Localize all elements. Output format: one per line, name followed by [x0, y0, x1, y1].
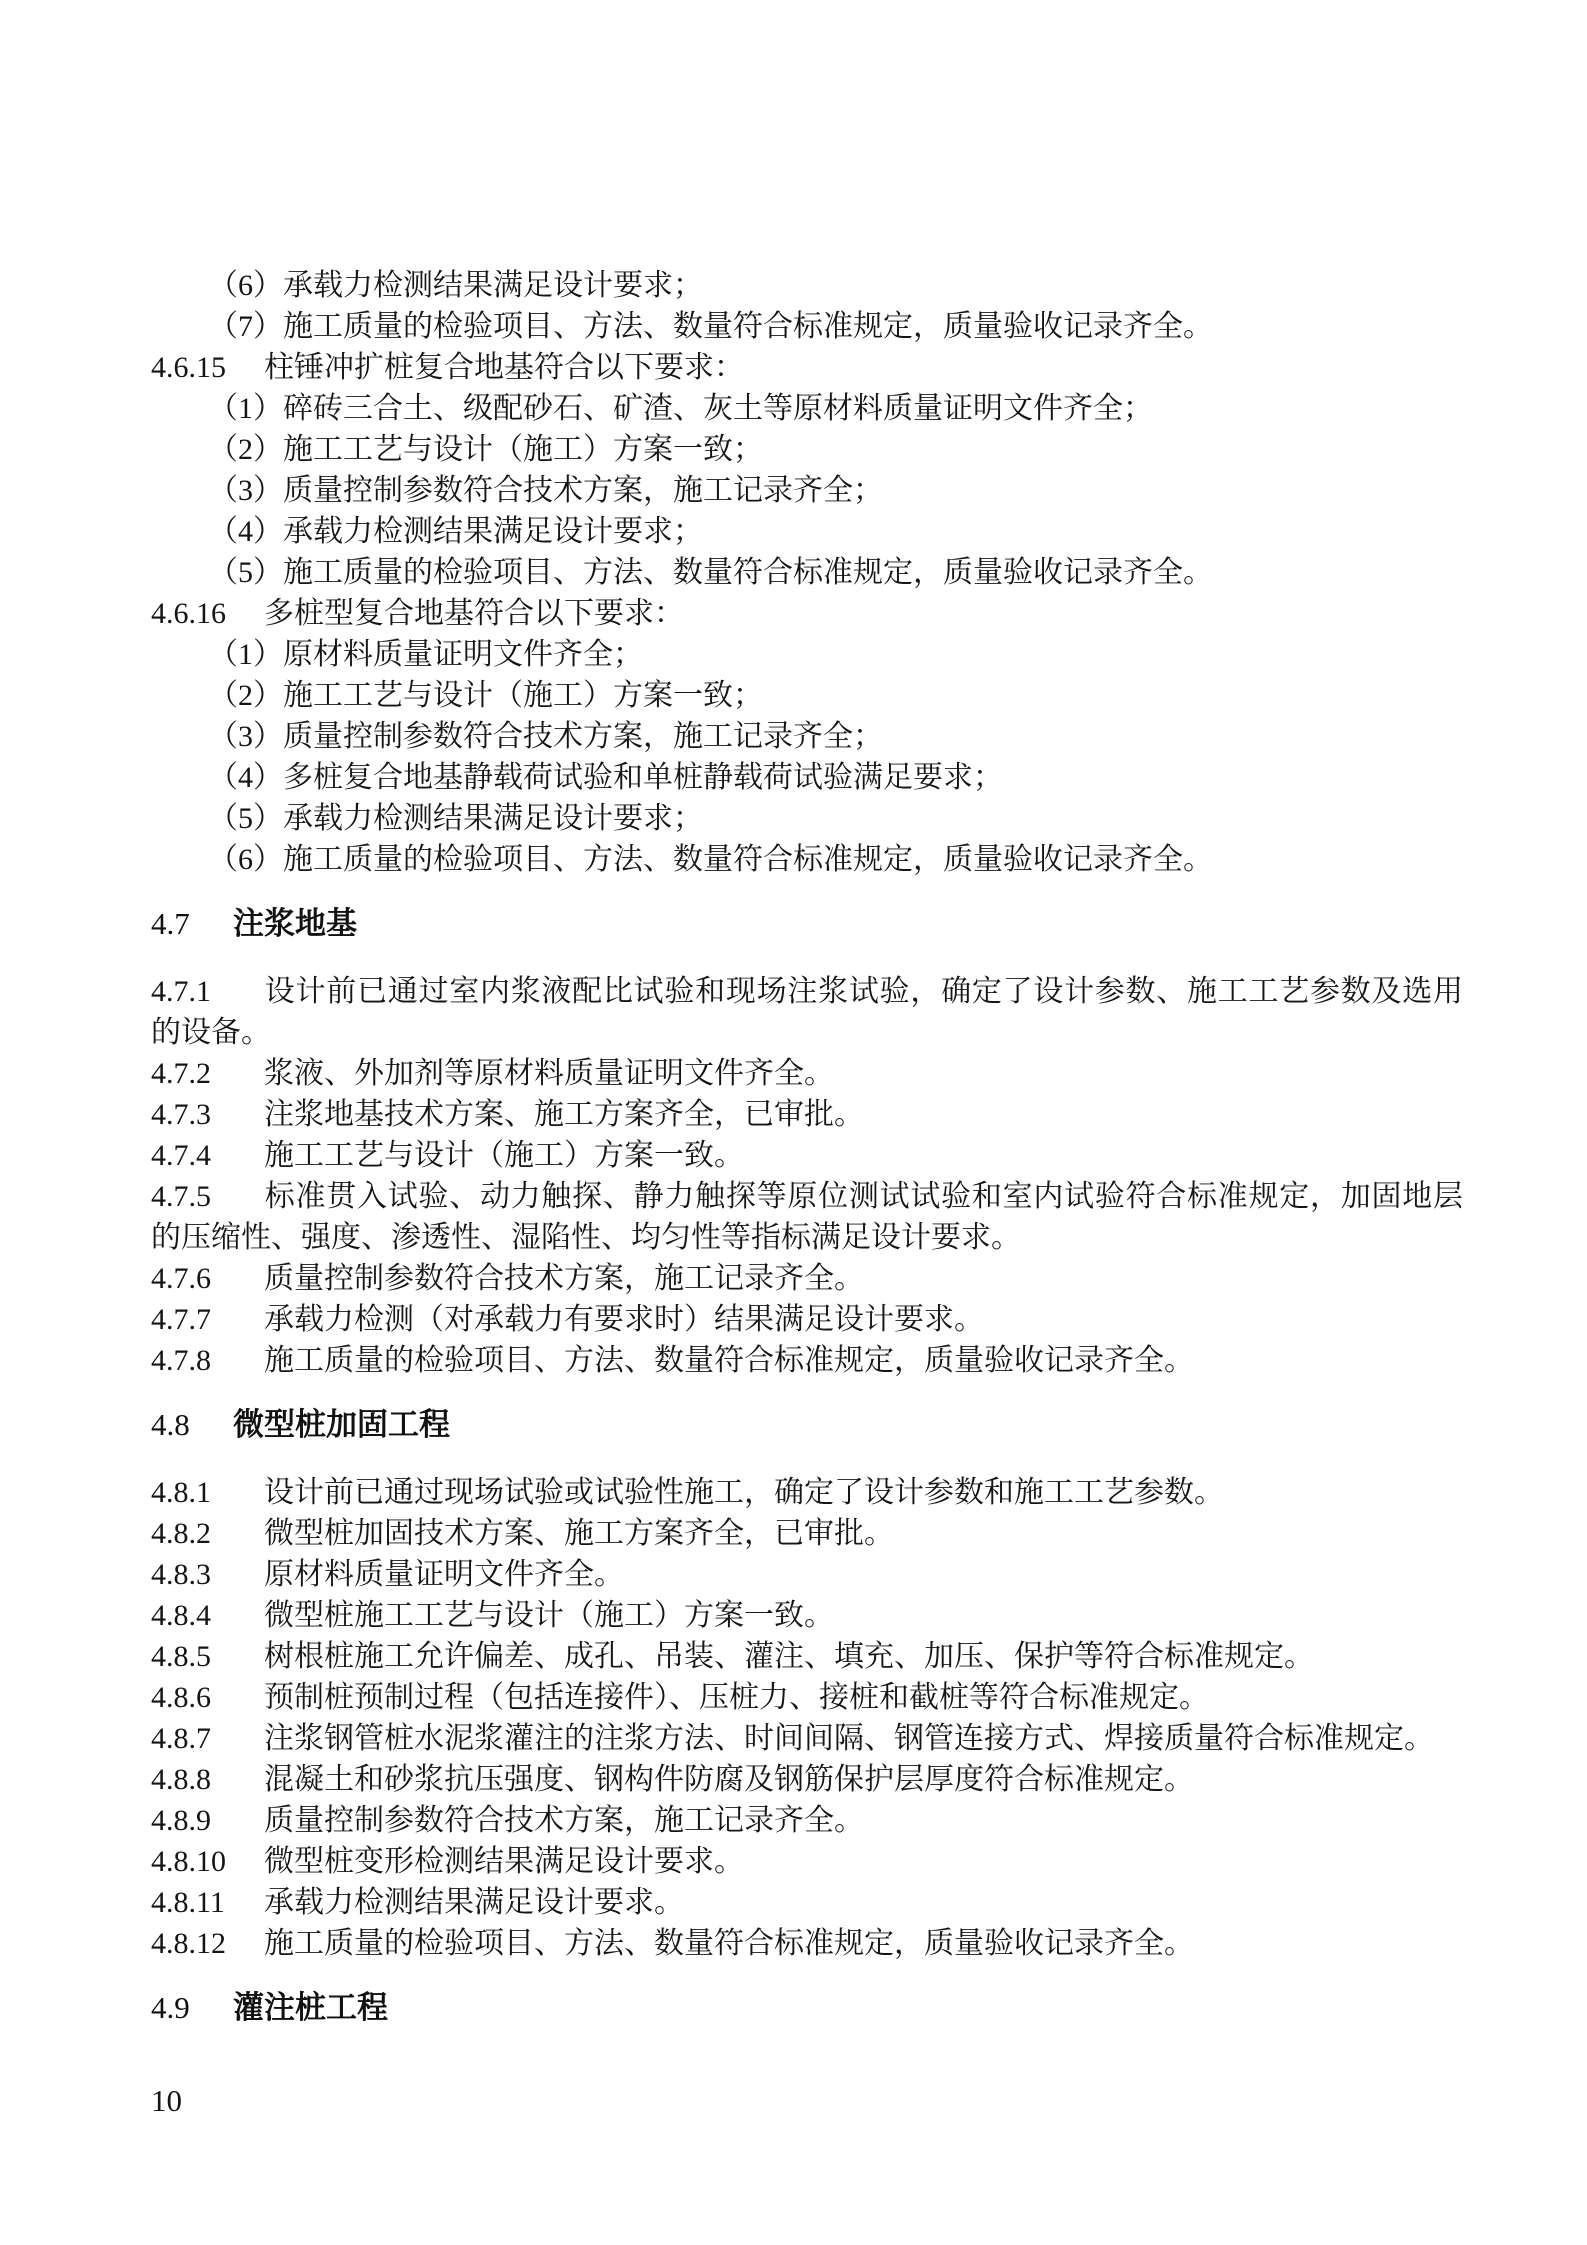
list-item: [151, 757, 1463, 798]
clause: [151, 1841, 1463, 1882]
clause-text: 设计前已通过室内浆液配比试验和现场注浆试验，确定了设计参数、施工工艺参数及选用的设备。: [151, 975, 1463, 1049]
item-marker: （5）: [208, 556, 283, 589]
clause-text: 施工质量的检验项目、方法、数量符合标准规定，质量验收记录齐全。: [264, 1344, 1194, 1377]
clause-number: 4.7.7: [151, 1303, 211, 1336]
item-text: 质量控制参数符合技术方案，施工记录齐全；: [283, 474, 883, 507]
heading-number: 4.7: [151, 906, 190, 941]
clause-number: 4.8.6: [151, 1681, 211, 1714]
item-marker: （5）: [208, 802, 283, 835]
item-marker: （3）: [208, 720, 283, 753]
clause-number: 4.7.1: [151, 975, 211, 1008]
clause-text: 设计前已通过现场试验或试验性施工，确定了设计参数和施工工艺参数。: [264, 1476, 1224, 1509]
clause-number: 4.7.2: [151, 1057, 211, 1090]
clause-text: 承载力检测（对承载力有要求时）结果满足设计要求。: [264, 1303, 984, 1336]
list-item: [151, 470, 1463, 511]
content: [151, 265, 1463, 2055]
item-marker: （4）: [208, 761, 283, 794]
item-marker: （7）: [208, 310, 283, 343]
clause: [151, 1299, 1463, 1340]
clause-text: 预制桩预制过程（包括连接件）、压桩力、接桩和截桩等符合标准规定。: [264, 1681, 1209, 1714]
clause-number: 4.8.1: [151, 1476, 211, 1509]
clause-text: 承载力检测结果满足设计要求。: [264, 1886, 684, 1919]
clause-number: 4.8.2: [151, 1517, 211, 1550]
clause-text: 原材料质量证明文件齐全。: [264, 1558, 624, 1591]
clause-number: 4.8.11: [151, 1886, 225, 1919]
item-text: 施工质量的检验项目、方法、数量符合标准规定，质量验收记录齐全。: [283, 556, 1213, 589]
clause: [151, 1923, 1463, 1964]
list-item: [151, 552, 1463, 593]
item-text: 承载力检测结果满足设计要求；: [283, 269, 703, 302]
clause-text: 质量控制参数符合技术方案，施工记录齐全。: [264, 1804, 864, 1837]
clause-text: 施工工艺与设计（施工）方案一致。: [264, 1139, 744, 1172]
clause-text: 树根桩施工允许偏差、成孔、吊装、灌注、填充、加压、保护等符合标准规定。: [264, 1640, 1314, 1673]
clause-text: 施工质量的检验项目、方法、数量符合标准规定，质量验收记录齐全。: [264, 1927, 1194, 1960]
item-text: 施工质量的检验项目、方法、数量符合标准规定，质量验收记录齐全。: [283, 310, 1213, 343]
list-item: [151, 265, 1463, 306]
clause-text: 柱锤冲扩桩复合地基符合以下要求：: [264, 351, 744, 384]
clause: [151, 347, 1463, 388]
clause: [151, 1595, 1463, 1636]
clause: [151, 971, 1463, 1053]
clause-number: 4.7.8: [151, 1344, 211, 1377]
item-text: 承载力检测结果满足设计要求；: [283, 802, 703, 835]
clause: [151, 1513, 1463, 1554]
item-marker: （2）: [208, 433, 283, 466]
list-item: [151, 798, 1463, 839]
heading-title: 微型桩加固工程: [233, 1407, 450, 1442]
list-item: [151, 388, 1463, 429]
clause-number: 4.8.5: [151, 1640, 211, 1673]
clause-text: 注浆地基技术方案、施工方案齐全，已审批。: [264, 1098, 864, 1131]
item-text: 多桩复合地基静载荷试验和单桩静载荷试验满足要求；: [283, 761, 1003, 794]
clause-text: 浆液、外加剂等原材料质量证明文件齐全。: [264, 1057, 834, 1090]
item-text: 施工工艺与设计（施工）方案一致；: [283, 679, 763, 712]
clause-number: 4.7.3: [151, 1098, 211, 1131]
item-marker: （2）: [208, 679, 283, 712]
clause: [151, 1554, 1463, 1595]
item-text: 碎砖三合土、级配砂石、矿渣、灰土等原材料质量证明文件齐全；: [283, 392, 1153, 425]
section-heading: [151, 1987, 1463, 2028]
item-text: 质量控制参数符合技术方案，施工记录齐全；: [283, 720, 883, 753]
page-number: 10: [151, 2083, 182, 2118]
list-item: [151, 306, 1463, 347]
clause: [151, 1882, 1463, 1923]
item-marker: （3）: [208, 474, 283, 507]
clause-text: 微型桩变形检测结果满足设计要求。: [264, 1845, 744, 1878]
clause-number: 4.8.3: [151, 1558, 211, 1591]
item-text: 施工质量的检验项目、方法、数量符合标准规定，质量验收记录齐全。: [283, 843, 1213, 876]
clause: [151, 1258, 1463, 1299]
clause-number: 4.7.4: [151, 1139, 211, 1172]
clause-text: 注浆钢管桩水泥浆灌注的注浆方法、时间间隔、钢管连接方式、焊接质量符合标准规定。: [264, 1722, 1434, 1755]
item-text: 施工工艺与设计（施工）方案一致；: [283, 433, 763, 466]
list-item: [151, 675, 1463, 716]
clause-text: 多桩型复合地基符合以下要求：: [264, 597, 684, 630]
item-marker: （6）: [208, 269, 283, 302]
section-heading: [151, 903, 1463, 944]
heading-number: 4.9: [151, 1990, 190, 2025]
clause: [151, 1094, 1463, 1135]
clause-number: 4.8.12: [151, 1927, 226, 1960]
clause-text: 标准贯入试验、动力触探、静力触探等原位测试试验和室内试验符合标准规定，加固地层的压缩性、强度、渗透性、湿陷性、均匀性等指标满足设计要求。: [151, 1180, 1463, 1254]
clause: [151, 1340, 1463, 1381]
heading-number: 4.8: [151, 1407, 190, 1442]
clause: [151, 1718, 1463, 1759]
item-text: 原材料质量证明文件齐全；: [283, 638, 643, 671]
clause-text: 微型桩加固技术方案、施工方案齐全，已审批。: [264, 1517, 894, 1550]
clause: [151, 1176, 1463, 1258]
list-item: [151, 429, 1463, 470]
item-marker: （1）: [208, 392, 283, 425]
clause: [151, 1759, 1463, 1800]
item-marker: （6）: [208, 843, 283, 876]
clause-text: 质量控制参数符合技术方案，施工记录齐全。: [264, 1262, 864, 1295]
clause: [151, 1472, 1463, 1513]
clause: [151, 1677, 1463, 1718]
heading-title: 注浆地基: [233, 906, 357, 941]
clause: [151, 1800, 1463, 1841]
clause-number: 4.8.9: [151, 1804, 211, 1837]
item-text: 承载力检测结果满足设计要求；: [283, 515, 703, 548]
clause-number: 4.8.4: [151, 1599, 211, 1632]
clause: [151, 1053, 1463, 1094]
clause-number: 4.6.16: [151, 597, 226, 630]
clause-text: 混凝土和砂浆抗压强度、钢构件防腐及钢筋保护层厚度符合标准规定。: [264, 1763, 1194, 1796]
clause-number: 4.7.5: [151, 1180, 211, 1213]
clause-number: 4.7.6: [151, 1262, 211, 1295]
clause-number: 4.8.8: [151, 1763, 211, 1796]
clause-number: 4.8.10: [151, 1845, 226, 1878]
section-heading: [151, 1404, 1463, 1445]
clause: [151, 593, 1463, 634]
list-item: [151, 634, 1463, 675]
clause-number: 4.8.7: [151, 1722, 211, 1755]
clause-text: 微型桩施工工艺与设计（施工）方案一致。: [264, 1599, 834, 1632]
clause: [151, 1636, 1463, 1677]
list-item: [151, 839, 1463, 880]
list-item: [151, 716, 1463, 757]
item-marker: （4）: [208, 515, 283, 548]
item-marker: （1）: [208, 638, 283, 671]
clause-number: 4.6.15: [151, 351, 226, 384]
clause: [151, 1135, 1463, 1176]
list-item: [151, 511, 1463, 552]
heading-title: 灌注桩工程: [233, 1990, 388, 2025]
